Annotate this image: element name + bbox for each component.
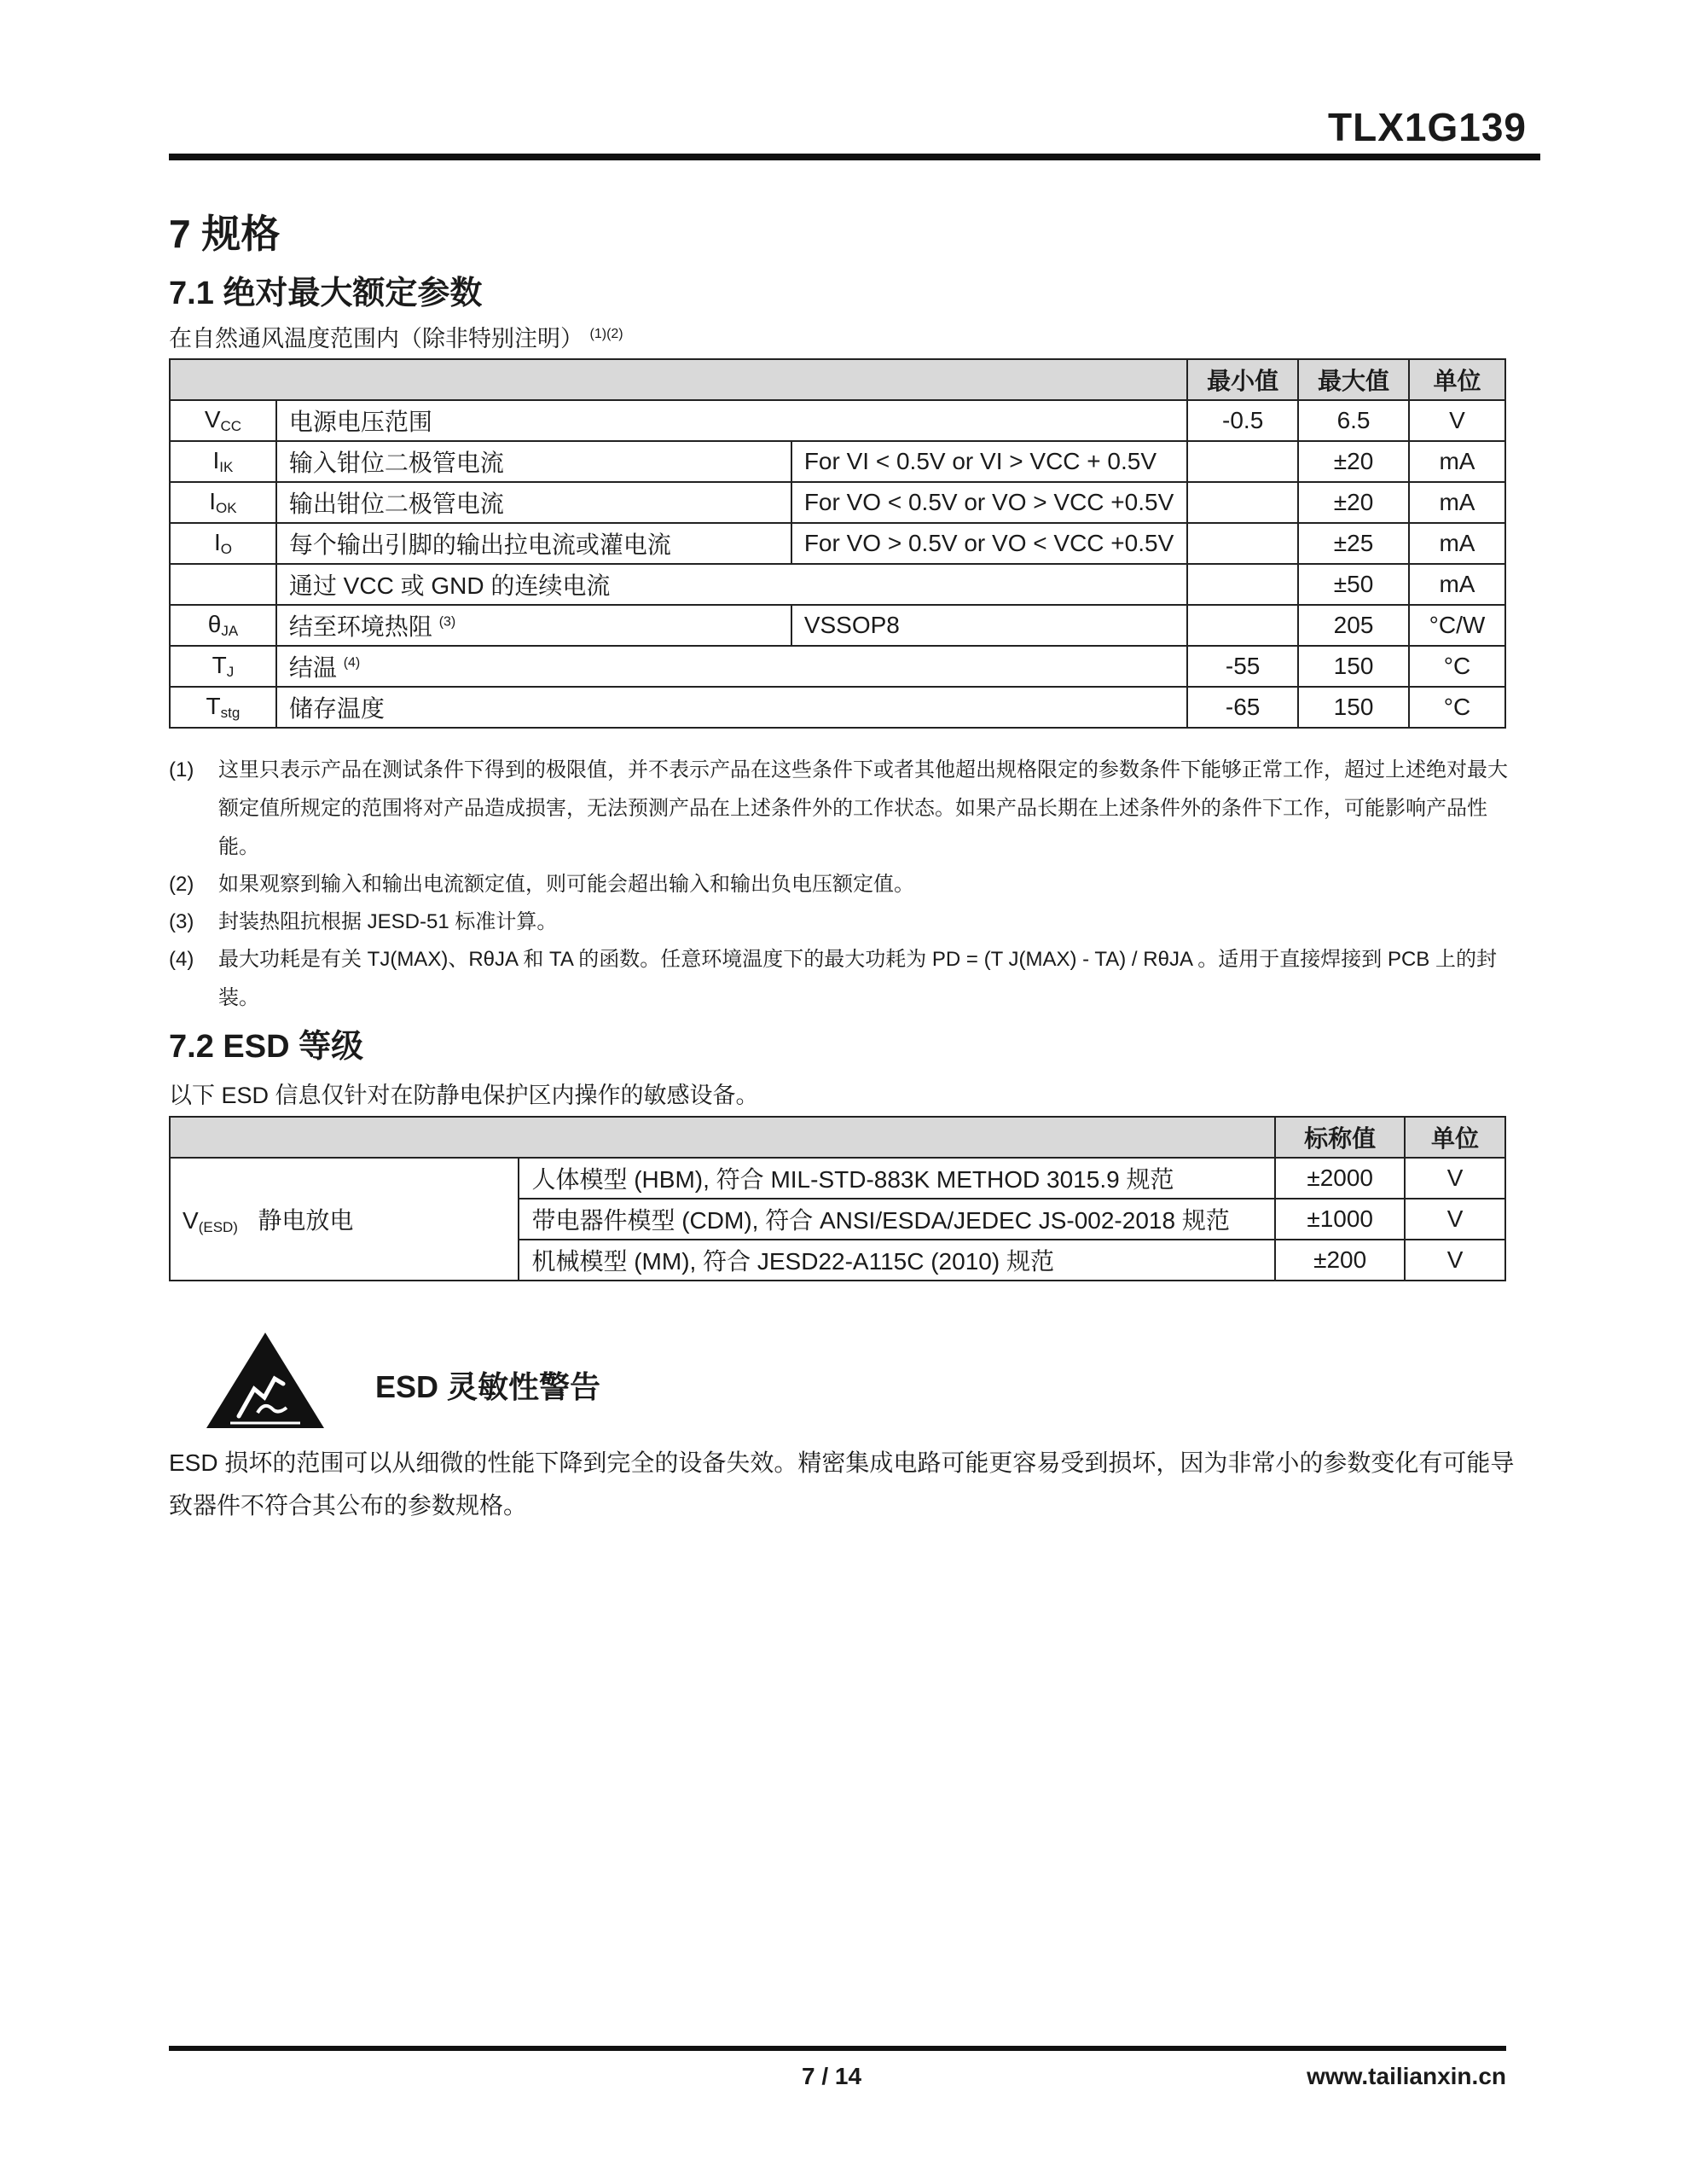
esd-symbol-subscript: (ESD) [198, 1219, 238, 1235]
symbol-cell [170, 523, 276, 564]
parameter-cell [276, 482, 791, 523]
header-blank-cell [170, 359, 1187, 400]
max-cell: ±20 [1298, 441, 1409, 482]
esd-header-unit: 单位 [1405, 1117, 1505, 1158]
esd-value-cell: ±1000 [1275, 1199, 1405, 1240]
min-cell [1187, 523, 1298, 564]
abs-max-row [170, 441, 1505, 482]
document-title: TLX1G139 [1328, 105, 1527, 149]
min-cell [1187, 564, 1298, 605]
min-cell [1187, 605, 1298, 646]
abs-max-note [169, 320, 623, 353]
unit-cell: °C/W [1409, 605, 1505, 646]
abs-max-row [170, 605, 1505, 646]
section-title: 7 规格 [169, 212, 281, 256]
esd-header-row [170, 1117, 1505, 1158]
symbol-subscript: CC [220, 418, 242, 434]
max-cell: ±20 [1298, 482, 1409, 523]
symbol: I [212, 447, 220, 473]
abs-max-note-sup: (1)(2) [589, 327, 623, 341]
symbol-subscript: J [226, 664, 235, 680]
condition-cell: For VO > 0.5V or VO < VCC +0.5V [791, 523, 1187, 564]
parameter: 输出钳位二极管电流 [288, 491, 504, 517]
symbol-cell [170, 564, 276, 605]
max-cell: 150 [1298, 646, 1409, 687]
esd-unit-cell: V [1405, 1199, 1505, 1240]
min-cell [1187, 482, 1298, 523]
esd-title: 7.2 ESD 等级 [169, 1029, 364, 1065]
esd-header-blank [170, 1117, 1275, 1158]
symbol-subscript: JA [221, 623, 239, 639]
max-cell: 205 [1298, 605, 1409, 646]
header-rule [169, 154, 1540, 160]
unit-cell: mA [1409, 523, 1505, 564]
max-cell: ±25 [1298, 523, 1409, 564]
footnote [169, 865, 1516, 903]
abs-max-row [170, 646, 1505, 687]
parameter-sup: (3) [438, 614, 456, 630]
esd-model-cell: 带电器件模型 (CDM), 符合 ANSI/ESDA/JEDEC JS-002-2018 规范 [519, 1199, 1275, 1240]
parameter-cell [276, 441, 791, 482]
footnote [169, 903, 1516, 941]
esd-warning-title: ESD 灵敏性警告 [375, 1369, 601, 1404]
symbol: I [209, 488, 217, 514]
unit-cell: V [1409, 400, 1505, 441]
min-cell: -55 [1187, 646, 1298, 687]
unit-cell: mA [1409, 482, 1505, 523]
footer-rule [169, 2046, 1506, 2051]
parameter: 结温 [288, 654, 337, 681]
footnote-text: 封装热阻抗根据 JESD-51 标准计算。 [218, 910, 558, 933]
abs-max-header-row [170, 359, 1505, 400]
parameter: 通过 VCC 或 GND 的连续电流 [288, 572, 611, 599]
parameter-cell [276, 687, 1187, 728]
esd-model-cell: 人体模型 (HBM), 符合 MIL-STD-883K METHOD 3015.9 规范 [519, 1158, 1275, 1199]
page-number: 7 / 14 [802, 2063, 862, 2089]
abs-max-note-text: 在自然通风温度范围内（除非特别注明） [169, 326, 583, 351]
abs-max-row [170, 482, 1505, 523]
esd-unit-cell: V [1405, 1240, 1505, 1281]
symbol: I [213, 529, 221, 555]
parameter: 输入钳位二极管电流 [288, 450, 504, 476]
parameter-cell [276, 400, 1187, 441]
symbol-cell [170, 646, 276, 687]
abs-max-title: 7.1 绝对最大额定参数 [169, 276, 483, 311]
unit-cell: °C [1409, 687, 1505, 728]
parameter-cell [276, 646, 1187, 687]
symbol-cell [170, 482, 276, 523]
parameter: 每个输出引脚的输出拉电流或灌电流 [288, 531, 671, 558]
symbol-cell [170, 400, 276, 441]
footnote-number: (3) [169, 910, 194, 933]
symbol: T [206, 693, 221, 719]
esd-parameter: 静电放电 [258, 1207, 354, 1234]
esd-value-cell: ±2000 [1275, 1158, 1405, 1199]
abs-max-row [170, 687, 1505, 728]
parameter: 电源电压范围 [288, 409, 432, 435]
symbol-cell [170, 687, 276, 728]
esd-warning-icon [205, 1331, 326, 1430]
parameter-cell [276, 564, 1187, 605]
website-link[interactable]: www.tailianxin.cn [1307, 2063, 1506, 2089]
symbol-subscript: O [220, 541, 232, 557]
max-cell: 6.5 [1298, 400, 1409, 441]
unit-cell: mA [1409, 564, 1505, 605]
abs-max-row [170, 400, 1505, 441]
max-cell: ±50 [1298, 564, 1409, 605]
esd-symbol: V [183, 1207, 199, 1234]
abs-max-table [169, 358, 1506, 729]
parameter: 储存温度 [288, 695, 385, 722]
symbol: T [212, 652, 227, 678]
condition-cell: For VO < 0.5V or VO > VCC +0.5V [791, 482, 1187, 523]
footnote-number: (2) [169, 873, 194, 896]
esd-symbol-cell [170, 1158, 519, 1281]
symbol-subscript: stg [220, 705, 241, 721]
symbol: θ [207, 611, 222, 637]
esd-note: 以下 ESD 信息仅针对在防静电保护区内操作的敏感设备。 [169, 1083, 759, 1108]
symbol-subscript: IK [219, 459, 234, 475]
parameter-cell [276, 605, 791, 646]
min-cell: -65 [1187, 687, 1298, 728]
header-min: 最小值 [1187, 359, 1298, 400]
esd-warning-text: ESD 损坏的范围可以从细微的性能下降到完全的设备失效。精密集成电路可能更容易受到损坏，因为非常小的参数变化有可能导致器件不符合其公布的参数规格。 [169, 1449, 1515, 1519]
esd-value-cell: ±200 [1275, 1240, 1405, 1281]
esd-table [169, 1116, 1506, 1281]
esd-unit-cell: V [1405, 1158, 1505, 1199]
esd-header-nominal: 标称值 [1275, 1117, 1405, 1158]
footnote-text: 这里只表示产品在测试条件下得到的极限值，并不表示产品在这些条件下或者其他超出规格限定的参数条件下能够正常工作，超过上述绝对最大额定值所规定的范围将对产品造成损害，无法预测产品在上述条件外的工作状态。如果产品长期在上述条件外的条件下工作，可能影响产品性能。 [218, 758, 1508, 858]
symbol-cell [170, 605, 276, 646]
unit-cell: °C [1409, 646, 1505, 687]
footnote-number: (1) [169, 758, 194, 781]
footnote-text: 最大功耗是有关 TJ(MAX)、RθJA 和 TA 的函数。任意环境温度下的最大功耗为 PD = (T J(MAX) - TA) / RθJA 。适用于直接焊接到 PCB 上的封装。 [218, 948, 1497, 1009]
condition-cell: VSSOP8 [791, 605, 1187, 646]
header-max: 最大值 [1298, 359, 1409, 400]
footnote [169, 751, 1516, 866]
min-cell: -0.5 [1187, 400, 1298, 441]
footnote [169, 940, 1516, 1017]
symbol-subscript: OK [216, 500, 237, 516]
abs-max-row [170, 564, 1505, 605]
footnote-number: (4) [169, 948, 194, 971]
min-cell [1187, 441, 1298, 482]
parameter: 结至环境热阻 [288, 613, 432, 640]
footnote-text: 如果观察到输入和输出电流额定值，则可能会超出输入和输出负电压额定值。 [218, 873, 914, 896]
symbol-cell [170, 441, 276, 482]
max-cell: 150 [1298, 687, 1409, 728]
unit-cell: mA [1409, 441, 1505, 482]
abs-max-row [170, 523, 1505, 564]
esd-model-cell: 机械模型 (MM), 符合 JESD22-A115C (2010) 规范 [519, 1240, 1275, 1281]
header-unit: 单位 [1409, 359, 1505, 400]
parameter-cell [276, 523, 791, 564]
parameter-sup: (4) [343, 655, 361, 671]
esd-row [170, 1158, 1505, 1199]
condition-cell: For VI < 0.5V or VI > VCC + 0.5V [791, 441, 1187, 482]
symbol: V [204, 406, 221, 433]
